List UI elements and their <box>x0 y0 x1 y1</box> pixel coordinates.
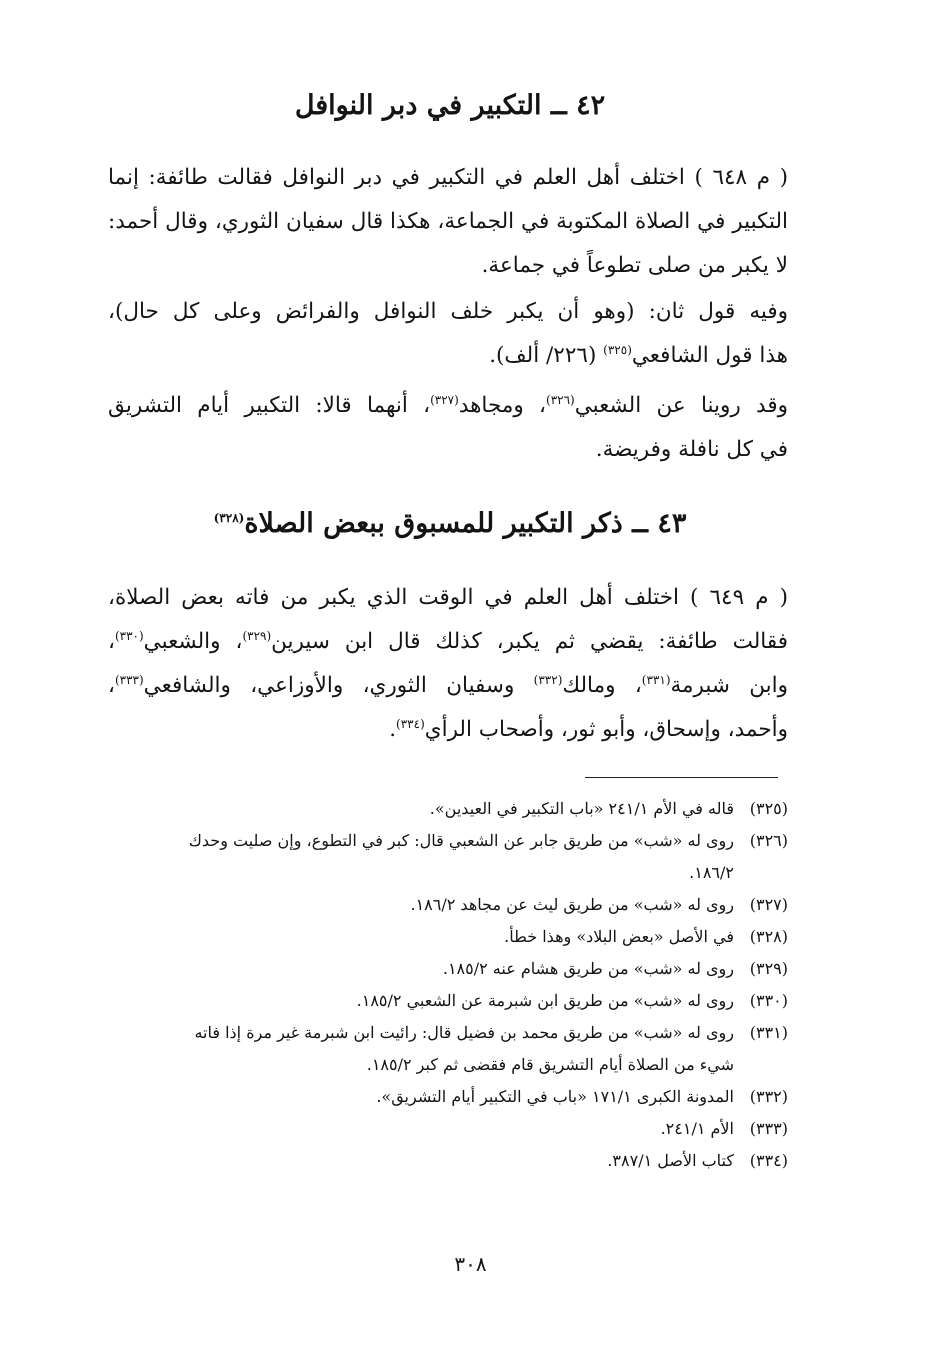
text-line: وقد روينا عن الشعبي$^{(٣٢٦)}$، ومجاهد$^{(٣٢٧)}$، أنهما قالا: التكبير أيام التشريق <box>108 392 788 418</box>
footnote-number: (٣٣٠) <box>749 991 788 1010</box>
text-line: التكبير في الصلاة المكتوبة في الجماعة، هكذا قال سفيان الثوري، وقال أحمد: <box>108 209 788 234</box>
footnote-item <box>110 953 788 985</box>
footnote-text: روى له «شب» من طريق جابر عن الشعبي قال: كبر في التطوع، وإن صليت وحدك <box>188 831 734 850</box>
footnote-marker[interactable]: (٣٢٥) <box>603 342 632 357</box>
text-line: ( م ٦٤٨ ) اختلف أهل العلم في التكبير في دبر النوافل فقالت طائفة: إنما <box>108 165 788 190</box>
footnote-text: روى له «شب» من طريق ابن شبرمة عن الشعبي ١٨٥/٢. <box>356 991 734 1010</box>
footnote-item <box>110 1081 788 1113</box>
footnote-text: في الأصل «بعض البلاد» وهذا خطأ. <box>504 927 734 946</box>
footnote-marker[interactable]: (٣٣٠) <box>114 628 144 643</box>
heading-text: ٤٣ ــ ذكر التكبير للمسبوق ببعض الصلاة$^{(٣٢٨)}$ <box>213 508 687 539</box>
footnote-number: (٣٣٤) <box>749 1151 788 1170</box>
footnote-marker[interactable]: (٣٢٨) <box>213 511 245 525</box>
footnote-text: المدونة الكبرى ١٧١/١ «باب في التكبير أيام التشريق». <box>376 1087 734 1106</box>
footnote-item <box>110 1113 788 1145</box>
footnote-item <box>110 825 788 889</box>
footnote-separator <box>585 777 778 778</box>
footnote-number: (٣٣٢) <box>749 1087 788 1106</box>
footnote-text: روى له «شب» من طريق محمد بن فضيل قال: رائيت ابن شبرمة غير مرة إذا فاته <box>194 1023 734 1042</box>
footnote-text: الأم ٢٤١/١. <box>660 1119 734 1138</box>
section-heading-42 <box>110 86 790 126</box>
footnote-text: روى له «شب» من طريق ليث عن مجاهد ١٨٦/٢. <box>410 895 734 914</box>
paragraph-649 <box>108 576 788 752</box>
text-line: وابن شبرمة$^{(٣٣١)}$، ومالك$^{(٣٣٢)}$ وسفيان الثوري، والأوزاعي، والشافعي$^{(٣٣٣)}$، <box>108 672 788 698</box>
footnote-item <box>110 1017 788 1081</box>
footnote-number: (٣٢٨) <box>749 927 788 946</box>
footnote-marker[interactable]: (٣٢٦) <box>546 392 575 407</box>
text-line: هذا قول الشافعي$^{(٣٢٥)}$ (٢٢٦/ ألف). <box>489 342 788 368</box>
footnote-item <box>110 1145 788 1177</box>
footnote-item <box>110 921 788 953</box>
footnote-marker[interactable]: (٣٢٧) <box>430 392 459 407</box>
text-line: في كل نافلة وفريضة. <box>595 437 788 462</box>
footnote-number: (٣٢٧) <box>749 895 788 914</box>
footnote-number: (٣٢٦) <box>749 831 788 850</box>
paragraph-narration <box>108 384 788 472</box>
page-number: ٣٠٨ <box>454 1252 487 1276</box>
footnote-marker[interactable]: (٣٣٢) <box>533 672 563 687</box>
footnote-text-continued: ١٨٦/٢. <box>689 863 734 882</box>
paragraph-second-opinion <box>108 290 788 378</box>
footnote-marker[interactable]: (٣٢٩) <box>242 628 272 643</box>
text-line: لا يكبر من صلى تطوعاً في جماعة. <box>481 253 788 278</box>
footnote-item <box>110 889 788 921</box>
paragraph-648 <box>108 156 788 288</box>
footnote-number: (٣٣١) <box>749 1023 788 1042</box>
footnote-marker[interactable]: (٣٣١) <box>641 672 671 687</box>
footnote-number: (٣٢٥) <box>749 799 788 818</box>
footnote-marker[interactable]: (٣٣٣) <box>114 672 144 687</box>
footnotes <box>110 793 788 1177</box>
footnote-number: (٣٣٣) <box>749 1119 788 1138</box>
footnote-item <box>110 985 788 1017</box>
footnote-marker[interactable]: (٣٣٤) <box>396 716 425 731</box>
footnote-item <box>110 793 788 825</box>
footnote-text: كتاب الأصل ٣٨٧/١. <box>607 1151 734 1170</box>
section-heading-43 <box>110 504 790 544</box>
text-line: وأحمد، وإسحاق، وأبو ثور، وأصحاب الرأي$^{(٣٣٤)}$. <box>389 716 788 742</box>
text-line: ( م ٦٤٩ ) اختلف أهل العلم في الوقت الذي يكبر من فاته بعض الصلاة، <box>108 585 789 610</box>
text-line: وفيه قول ثان: (وهو أن يكبر خلف النوافل والفرائض وعلى كل حال)، <box>108 299 788 324</box>
footnote-text-continued: شيء من الصلاة أيام التشريق قام فقضى ثم كبر ١٨٥/٢. <box>366 1055 734 1074</box>
footnote-text: روى له «شب» من طريق هشام عنه ١٨٥/٢. <box>442 959 734 978</box>
text-line: فقالت طائفة: يقضي ثم يكبر، كذلك قال ابن سيرين$^{(٣٢٩)}$، والشعبي$^{(٣٣٠)}$، <box>108 628 788 654</box>
footnote-text: قاله في الأم ٢٤١/١ «باب التكبير في العيدين». <box>429 799 734 818</box>
footnote-number: (٣٢٩) <box>749 959 788 978</box>
heading-text: ٤٢ ــ التكبير في دبر النوافل <box>294 90 606 121</box>
